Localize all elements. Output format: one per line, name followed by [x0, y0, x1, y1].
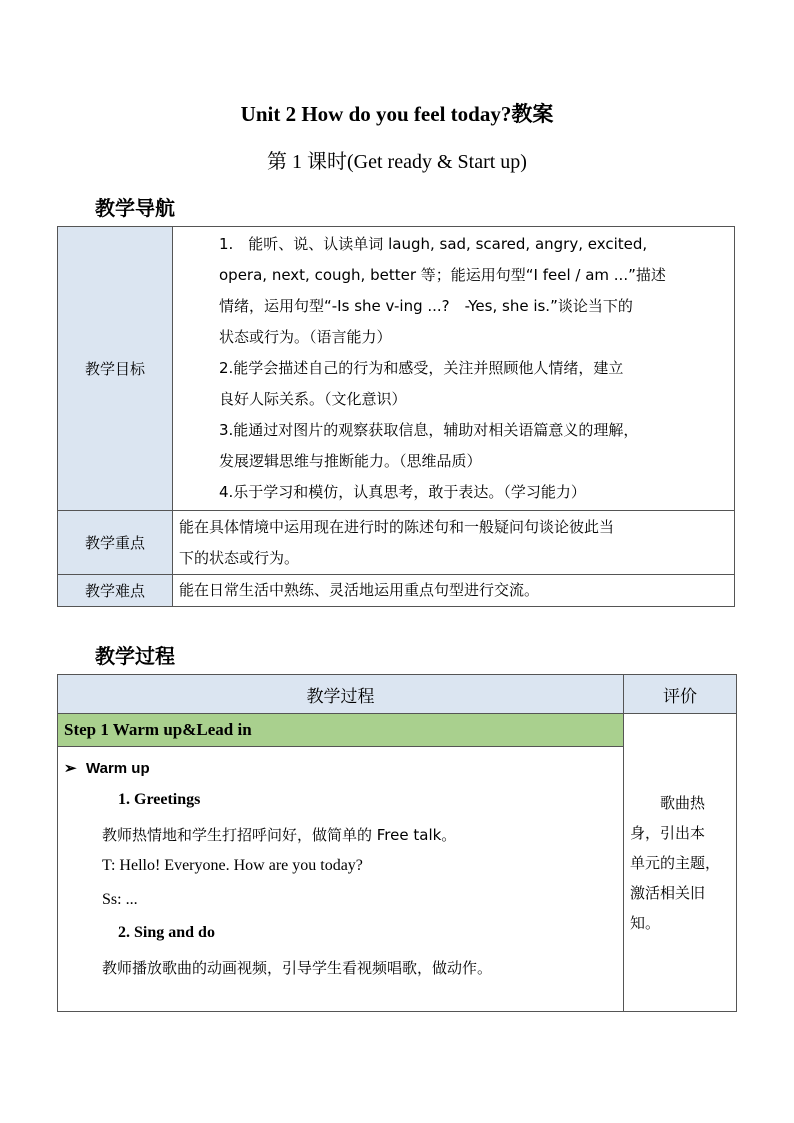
eval-line: 单元的主题， — [630, 853, 721, 872]
warm-up-label: Warm up — [86, 760, 150, 777]
objective-item — [179, 353, 728, 415]
students-line: Ss: ... — [102, 891, 138, 908]
sing-and-do-heading: 2. Sing and do — [118, 924, 215, 941]
objective-line: 情绪，运用句型“-Is she v-ing ...? -Yes, she is.”谈论当下的 — [219, 297, 633, 315]
step-1-header: Step 1 Warm up&Lead in — [58, 714, 624, 747]
process-column-header: 教学过程 — [58, 675, 624, 714]
eval-line: 歌曲热 — [660, 793, 706, 812]
teaching-process-heading: 教学过程 — [95, 644, 175, 668]
objective-line: 2.能学会描述自己的行为和感受，关注并照顾他人情绪，建立 — [219, 359, 624, 377]
teacher-line: T: Hello! Everyone. How are you today? — [102, 857, 363, 874]
step-1-body — [58, 747, 624, 1012]
objective-item — [179, 229, 728, 353]
teaching-navigation-table — [57, 226, 735, 607]
objective-line: opera, next, cough, better 等；能运用句型“I feel / am ...”描述 — [219, 266, 666, 284]
evaluation-column-header: 评价 — [624, 675, 737, 714]
lesson-subtitle: 第 1 课时(Get ready & Start up) — [267, 151, 527, 173]
greetings-description: 教师热情地和学生打招呼问好，做简单的 Free talk。 — [102, 826, 457, 844]
warm-up-bullet — [64, 759, 150, 777]
eval-line: 知。 — [630, 913, 661, 932]
objective-line: 状态或行为。（语言能力） — [219, 328, 392, 346]
objective-line: 良好人际关系。（文化意识） — [219, 390, 407, 408]
objective-line: 发展逻辑思维与推断能力。（思维品质） — [219, 452, 482, 470]
objectives-content — [173, 227, 735, 511]
sing-description: 教师播放歌曲的动画视频，引导学生看视频唱歌，做动作。 — [102, 959, 493, 977]
document-title: Unit 2 How do you feel today?教案 — [240, 102, 554, 126]
teaching-process-table — [57, 674, 737, 1012]
eval-line: 身，引出本 — [630, 823, 706, 842]
difficulty-content: 能在日常生活中熟练、灵活地运用重点句型进行交流。 — [173, 575, 735, 607]
difficulty-label: 教学难点 — [58, 575, 173, 607]
greetings-heading: 1. Greetings — [118, 791, 201, 808]
objective-line: 4.乐于学习和模仿，认真思考，敢于表达。（学习能力） — [219, 483, 586, 501]
arrow-bullet-icon: ➢ — [64, 760, 77, 777]
key-point-line: 能在具体情境中运用现在进行时的陈述句和一般疑问句谈论彼此当 — [179, 517, 615, 536]
teaching-navigation-heading: 教学导航 — [95, 196, 175, 220]
evaluation-cell — [624, 714, 737, 1012]
objective-item — [179, 415, 728, 477]
objective-line: 3.能通过对图片的观察获取信息，辅助对相关语篇意义的理解， — [219, 421, 639, 439]
objective-line: 1. 能听、说、认读单词 laugh, sad, scared, angry, excited, — [219, 235, 648, 253]
key-points-content — [173, 511, 735, 575]
key-point-line: 下的状态或行为。 — [179, 548, 300, 567]
eval-line: 激活相关旧 — [630, 883, 706, 902]
objective-item — [179, 477, 728, 508]
key-points-label: 教学重点 — [58, 511, 173, 575]
objectives-label: 教学目标 — [58, 227, 173, 511]
